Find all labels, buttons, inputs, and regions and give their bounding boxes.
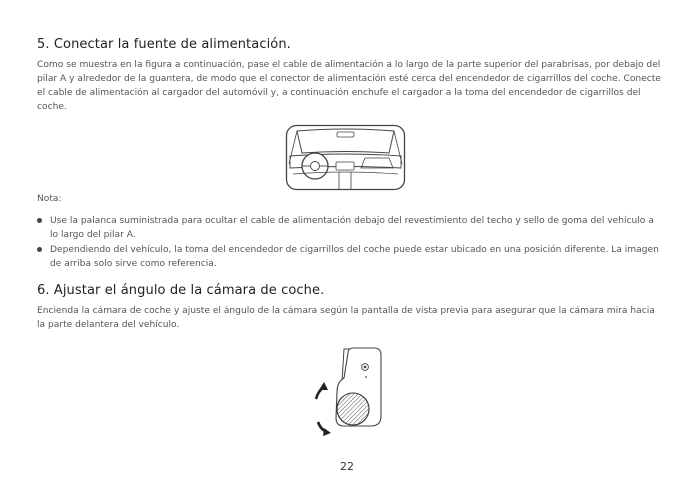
dash-camera-illustration (310, 344, 386, 436)
note-item (37, 214, 662, 242)
note-item-text: Dependiendo del vehículo, la toma del encendedor de cigarrillos del coche puede estar ubicado en una posición diferente. La imagen de arriba solo sirve como referencia. (50, 245, 659, 269)
note-label: Nota: (37, 194, 62, 204)
note-item (37, 243, 662, 271)
bullet-dot-icon (37, 218, 42, 223)
car-interior-illustration (285, 124, 406, 191)
page-number: 22 (340, 460, 354, 473)
note-list (37, 214, 662, 272)
note-item-text: Use la palanca suministrada para ocultar el cable de alimentación debajo del revestimiento del techo y sello de goma del vehículo a lo largo del pilar A. (50, 216, 654, 240)
bullet-dot-icon (37, 247, 42, 252)
section-5-heading: 5. Conectar la fuente de alimentación. (37, 37, 291, 52)
section-5-body: Como se muestra en la figura a continuación, pase el cable de alimentación a lo largo de la parte superior del parabrisas, por debajo del pilar A y alrededor de la guantera, de modo que el conector de alimentación esté cerca del encendedor de cigarrillos del coche. Conecte el cable de alimentación al cargador del automóvil y, a continuación enchufe el cargador a la toma del encendedor de cigarrillos del coche. (37, 60, 661, 112)
section-6-heading: 6. Ajustar el ángulo de la cámara de coche. (37, 283, 325, 298)
section-6-body: Encienda la cámara de coche y ajuste el ángulo de la cámara según la pantalla de vista previa para asegurar que la cámara mira hacia la parte delantera del vehículo. (37, 306, 655, 330)
